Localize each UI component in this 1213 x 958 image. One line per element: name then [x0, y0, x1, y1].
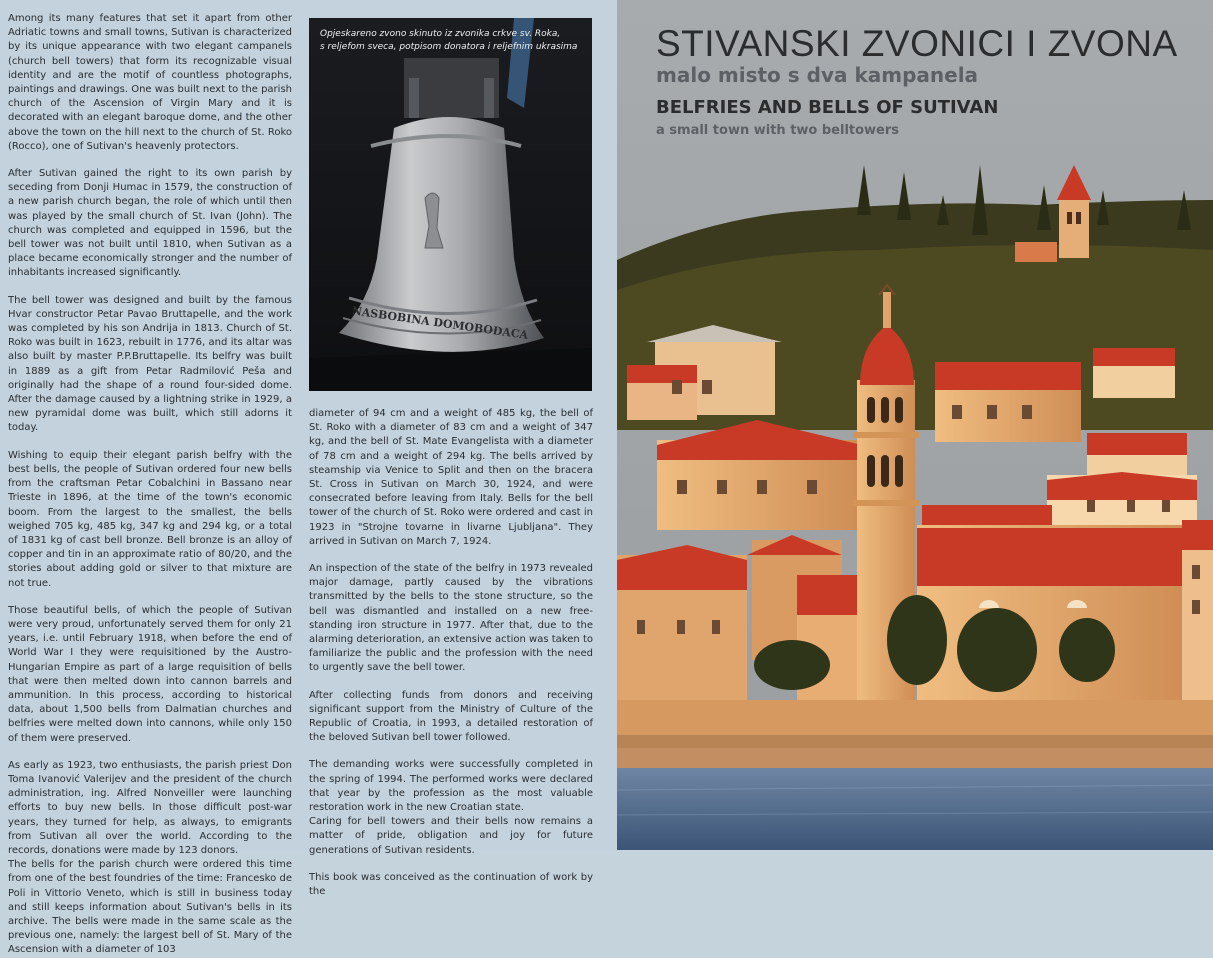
paragraph: As early as 1923, two enthusiasts, the parish priest Don Toma Ivanović Valerijev and the president of the church administration, ing. Alfred Nonveiller were launching efforts to buy new bells. In those difficult post-war years, they turned for help, as always, to emigrants from Sutivan all over the world. According to the records, donations were made by 123 donors.	[8, 759, 292, 856]
paragraph: Among its many features that set it apart from other Adriatic towns and small towns, Sutivan is characterized by its unique appearance with two elegant campanels (church bell towers) that form its recognizable visual identity and are the motif of countless photographs, paintings and drawings. One was built next to the parish church of the Ascension of Virgin Mary and it is decorated with an elegant baroque dome, and the other above the town on the hill next to the church of St. Roko (Rocco), one of Sutivan's heavenly protectors.	[8, 13, 292, 152]
cover-title-croatian: STIVANSKI ZVONICI I ZVONA	[656, 23, 1178, 64]
cover-subtitle-english: a small town with two belltowers	[656, 123, 900, 138]
bell-inscription: NASBOBINA DOMOBODACA	[350, 304, 529, 342]
bell-photo	[309, 18, 592, 391]
cover-page	[617, 0, 1213, 850]
paragraph: An inspection of the state of the belfry in 1973 revealed major damage, partly caused by the vibrations transmitted by the bells to the stone structure, so the bell was dismantled and installed on a new free-standing iron structure in 1977. After that, due to the alarming deterioration, an extensive action was taken to familiarize the public and the profession with the need to urgently save the bell tower.	[309, 563, 593, 674]
cover-title-english: BELFRIES AND BELLS OF SUTIVAN	[656, 97, 999, 118]
paragraph: The bell tower was designed and built by the famous Hvar constructor Petar Pavao Bruttapelle, and the work was completed by his son Andrija in 1813. Church of St. Roko was built in 1623, rebuilt in 1776, and its altar was also built by master P.P.Bruttapelle. Its belfry was built in 1889 as a gift from Petar Radmilović Peša and originally had the shape of a round four-sided dome. After the damage caused by a lightning strike in 1929, a new pyramidal dome was built, which still adorns it today.	[8, 294, 292, 434]
bell-caption	[320, 28, 590, 54]
bell-illustration	[309, 18, 592, 391]
paragraph: The demanding works were successfully completed in the spring of 1994. The performed works were declared that year by the profession as the most valuable restoration work in the new Croatian state.	[309, 759, 593, 814]
text-column-right	[309, 407, 593, 912]
caption-line: s reljefom sveca, potpisom donatora i reljefnim ukrasima	[320, 42, 578, 52]
caption-line: Opjeskareno zvono skinuto iz zvonika crkve sv. Roka,	[320, 29, 561, 39]
cover-titles	[656, 22, 1178, 140]
text-column-left	[8, 12, 292, 958]
paragraph: Those beautiful bells, of which the people of Sutivan were very proud, unfortunately served them for only 21 years, i.e. until February 1918, when before the end of World War I they were requisitioned by the Austro-Hungarian Empire as part of a large requisition of bells that were then melted down into cannon barrels and ammunition. In this process, according to historical data, about 1,500 bells from Dalmatian churches and belfries were melted down into cannons, while only 150 of them were preserved.	[8, 604, 292, 744]
paragraph: After collecting funds from donors and receiving significant support from the Ministry of Culture of the Republic of Croatia, in 1993, a detailed restoration of the beloved Sutivan bell tower followed.	[309, 689, 593, 744]
cover-subtitle-croatian: malo misto s dva kampanela	[656, 63, 979, 87]
paragraph: This book was conceived as the continuation of work by the	[309, 871, 593, 898]
paragraph: diameter of 94 cm and a weight of 485 kg, the bell of St. Roko with a diameter of 83 cm and a weight of 347 kg, and the bell of St. Mate Evangelista with a diameter of 78 cm and a weight of 294 kg. The bells arrived by steamship via Venice to Split and then on the bracera St. Cross in Sutivan on March 30, 1924, and were consecrated before leaving from Italy. Bells for the bell tower of the church of St. Roko were ordered and cast in 1923 in "Strojne tovarne in livarne Ljubljana". They arrived in Sutivan on March 7, 1924.	[309, 408, 593, 547]
paragraph: After Sutivan gained the right to its own parish by seceding from Donji Humac in 1579, the construction of a new parish church began, the role of which until then was played by the small church of St. Ivan (John). The church was completed and equipped in 1596, but the bell tower was not built until 1810, when Sutivan as a place became economically stronger and the number of inhabitants increased significantly.	[8, 168, 292, 279]
paragraph: The bells for the parish church were ordered this time from one of the best foundries of the time: Francesko de Poli in Vittorio Veneto, which is still in business today and still keeps information about Sutivan's bells in its archive. The bells were made in the same scale as the previous one, namely: the largest bell of St. Mary of the Ascension with a diameter of 103	[8, 859, 292, 956]
paragraph: Wishing to equip their elegant parish belfry with the best bells, the people of Sutivan ordered four new bells from the craftsman Petar Cobalchini in Bassano near Trieste in 1896, at the time of the town's economic boom. From the largest to the smallest, the bells weighed 705 kg, 485 kg, 347 kg and 294 kg, or a total of 1831 kg of cast bell bronze. Bell bronze is an alloy of copper and tin in an approximate ratio of 80/20, and the stories about adding gold or silver to that mixture are not true.	[8, 449, 292, 589]
paragraph: Caring for bell towers and their bells now remains a matter of pride, obligation and joy for future generations of Sutivan residents.	[309, 816, 593, 856]
